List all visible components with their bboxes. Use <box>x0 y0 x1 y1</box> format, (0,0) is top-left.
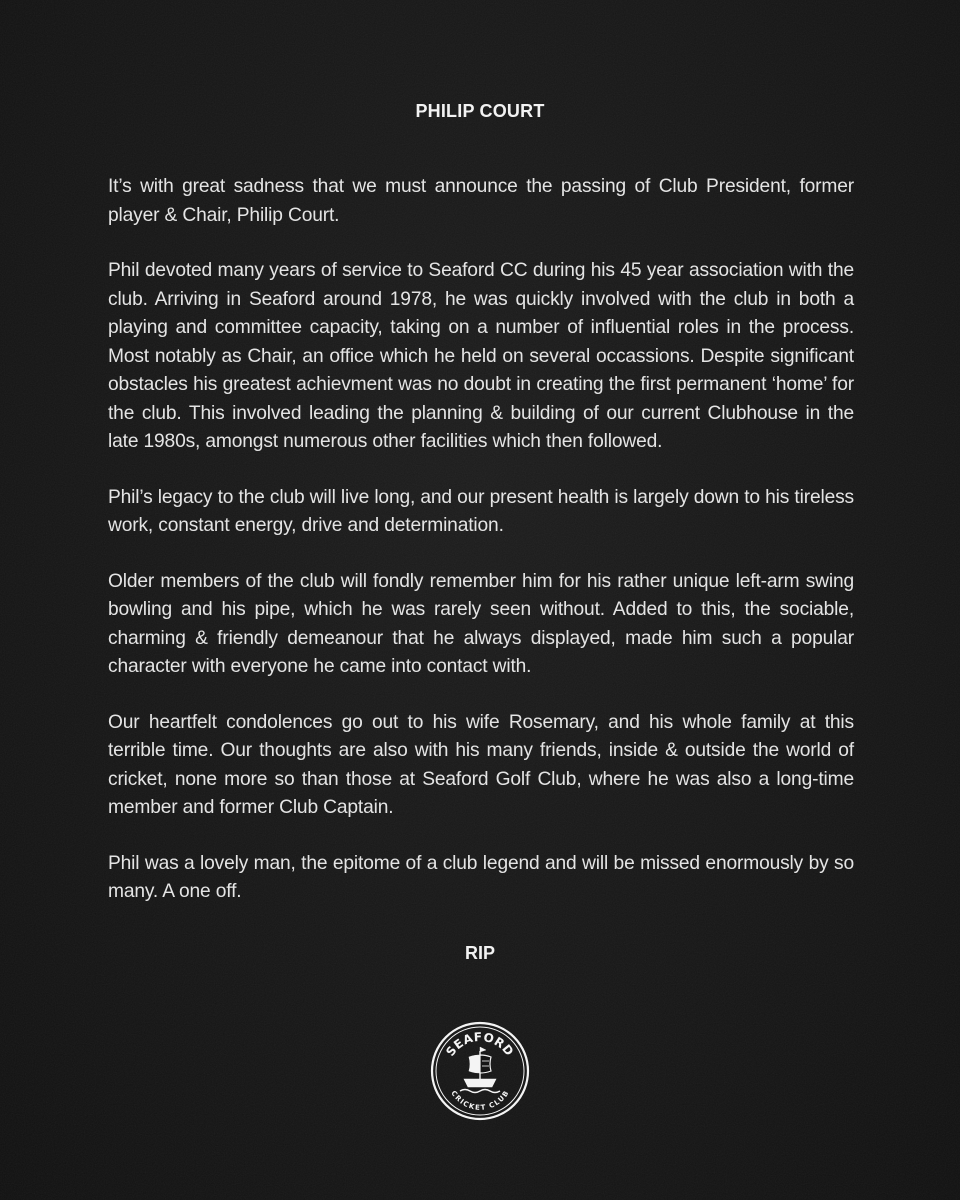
statement-body <box>108 173 854 934</box>
page-title: PHILIP COURT <box>415 101 545 121</box>
closing-rip: RIP <box>464 943 495 963</box>
logo-bottom-text: CRICKET CLUB <box>449 1089 511 1112</box>
paragraph-tribute: Phil was a lovely man, the epitome of a club legend and will be missed enormously by so many. A one off. <box>108 852 854 902</box>
paragraph-service: Phil devoted many years of service to Seaford CC during his 45 year association with the club. Arriving in Seaford around 1978, he was quickly involved with the club in both a playing and committee capacity, taking on a number of influential roles in the process. Most notably as Chair, an office which he held on several occassions. Despite significant obstacles his greatest achievment was no doubt in creating the first permanent ‘home’ for the club. This involved leading the planning & building of our current Clubhouse in the late 1980s, amongst numerous other facilities which then followed. <box>108 260 854 452</box>
logo-top-text: SEAFORD <box>443 1029 517 1059</box>
paragraph-legacy: Phil’s legacy to the club will live long, and our present health is largely down to his tireless work, constant energy, drive and determination. <box>108 486 854 536</box>
paragraph-announcement: It’s with great sadness that we must announce the passing of Club President, former player & Chair, Philip Court. <box>108 176 854 226</box>
paragraph-condolences: Our heartfelt condolences go out to his wife Rosemary, and his whole family at this terrible time. Our thoughts are also with his many friends, inside & outside the world of cricket, none more so than those at Seaford Golf Club, where he was also a long-time member and former Club Captain. <box>108 711 854 818</box>
seaford-cricket-club-logo <box>430 1021 530 1121</box>
paragraph-memories: Older members of the club will fondly remember him for his rather unique left-arm swing bowling and his pipe, which he was rarely seen without. Added to this, the sociable, charming & friendly demeanour that he always displayed, made him such a popular character with everyone he came into contact with. <box>108 570 854 677</box>
ship-icon <box>460 1047 500 1093</box>
